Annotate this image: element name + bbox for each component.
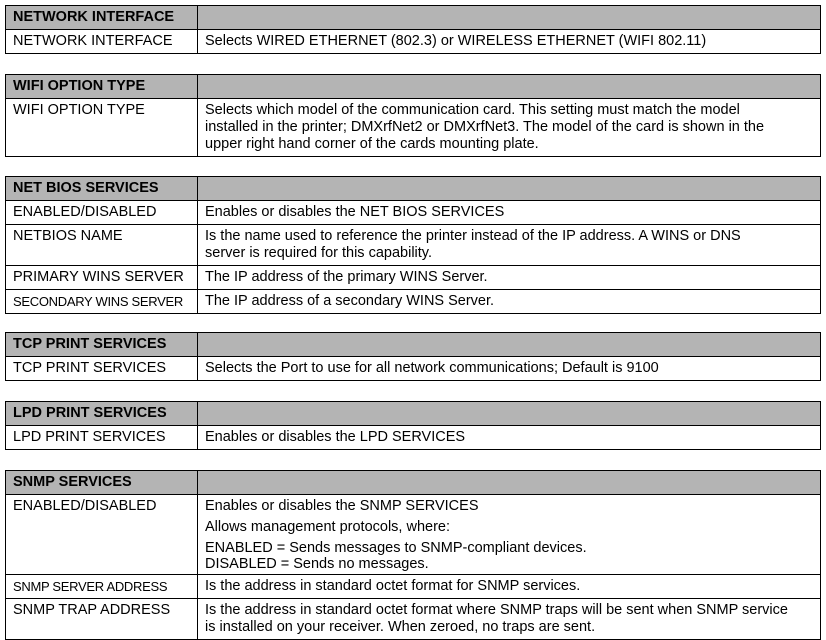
table-row xyxy=(6,266,821,290)
setting-name: ENABLED/DISABLED xyxy=(6,495,198,575)
setting-description: The IP address of the primary WINS Server. xyxy=(198,266,821,290)
table-row xyxy=(6,495,821,575)
description-line: Is the name used to reference the printer instead of the IP address. A WINS or DNS xyxy=(205,228,741,244)
description-line: is installed on your receiver. When zeroed, no traps are sent. xyxy=(205,619,596,635)
section-header xyxy=(6,471,821,495)
tcp-print-services-table xyxy=(5,332,821,381)
description-line: installed in the printer; DMXrfNet2 or DMXrfNet3. The model of the card is shown in the xyxy=(205,119,765,135)
setting-description: Is the address in standard octet format for SNMP services. xyxy=(198,575,821,599)
section-header xyxy=(6,177,821,201)
setting-description xyxy=(198,599,821,640)
net-bios-services-table xyxy=(5,176,821,314)
table-row xyxy=(6,225,821,266)
table-row xyxy=(6,201,821,225)
section-title: WIFI OPTION TYPE xyxy=(6,75,198,99)
table-row xyxy=(6,599,821,640)
setting-description xyxy=(198,99,821,157)
setting-name: SNMP SERVER ADDRESS xyxy=(6,575,198,599)
description-line: Allows management protocols, where: xyxy=(205,519,451,535)
setting-name: SECONDARY WINS SERVER xyxy=(6,290,198,314)
table-row xyxy=(6,575,821,599)
setting-name: LPD PRINT SERVICES xyxy=(6,426,198,450)
network-interface-table xyxy=(5,5,821,54)
setting-name: ENABLED/DISABLED xyxy=(6,201,198,225)
section-title: TCP PRINT SERVICES xyxy=(6,333,198,357)
description-line: upper right hand corner of the cards mounting plate. xyxy=(205,136,539,152)
description-line: server is required for this capability. xyxy=(205,245,432,261)
setting-description: Enables or disables the LPD SERVICES xyxy=(198,426,821,450)
setting-description xyxy=(198,225,821,266)
description-line: Selects which model of the communication card. This setting must match the model xyxy=(205,102,740,118)
snmp-services-table xyxy=(5,470,821,640)
setting-description: Selects the Port to use for all network communications; Default is 9100 xyxy=(198,357,821,381)
description-line: Is the address in standard octet format where SNMP traps will be sent when SNMP service xyxy=(205,602,788,618)
description-line: DISABLED = Sends no messages. xyxy=(205,556,429,572)
section-title: SNMP SERVICES xyxy=(6,471,198,495)
lpd-print-services-table xyxy=(5,401,821,450)
setting-description: Selects WIRED ETHERNET (802.3) or WIRELESS ETHERNET (WIFI 802.11) xyxy=(198,30,821,54)
setting-description: The IP address of a secondary WINS Server. xyxy=(198,290,821,314)
table-row xyxy=(6,30,821,54)
table-row xyxy=(6,426,821,450)
table-row xyxy=(6,99,821,157)
setting-name: PRIMARY WINS SERVER xyxy=(6,266,198,290)
setting-name: SNMP TRAP ADDRESS xyxy=(6,599,198,640)
setting-name: NETBIOS NAME xyxy=(6,225,198,266)
table-row xyxy=(6,357,821,381)
section-title: NET BIOS SERVICES xyxy=(6,177,198,201)
wifi-option-type-table xyxy=(5,74,821,157)
description-line: ENABLED = Sends messages to SNMP-compliant devices. xyxy=(205,540,587,556)
setting-description: Enables or disables the NET BIOS SERVICES xyxy=(198,201,821,225)
setting-description xyxy=(198,495,821,575)
section-header xyxy=(6,6,821,30)
section-header xyxy=(6,75,821,99)
section-header xyxy=(6,402,821,426)
setting-name: WIFI OPTION TYPE xyxy=(6,99,198,157)
section-title: LPD PRINT SERVICES xyxy=(6,402,198,426)
setting-name: NETWORK INTERFACE xyxy=(6,30,198,54)
setting-name: TCP PRINT SERVICES xyxy=(6,357,198,381)
description-line: Enables or disables the SNMP SERVICES xyxy=(205,498,479,514)
section-header xyxy=(6,333,821,357)
table-row xyxy=(6,290,821,314)
section-title: NETWORK INTERFACE xyxy=(6,6,198,30)
